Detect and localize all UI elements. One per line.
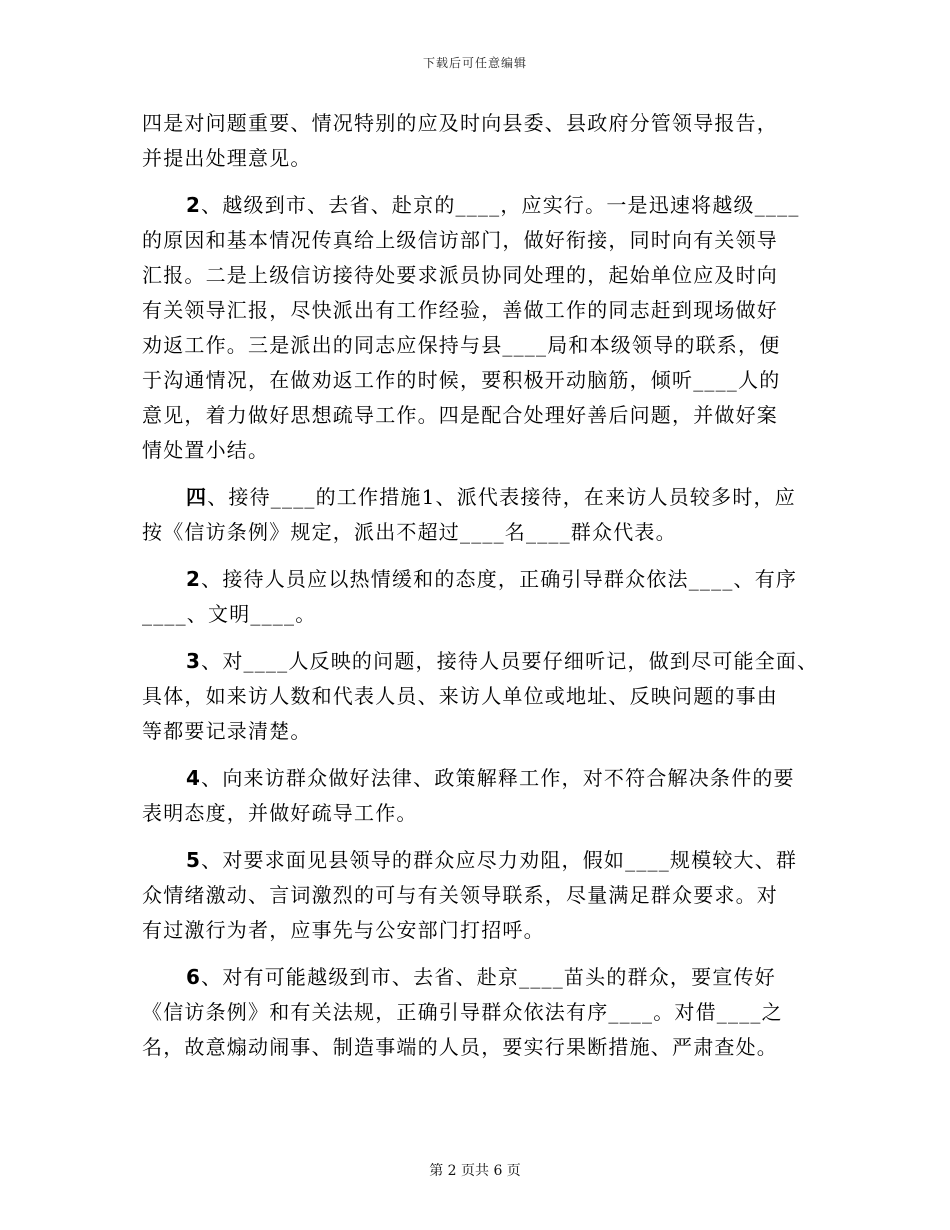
page-header: 下载后可任意编辑: [422, 56, 527, 70]
paragraph: [142, 188, 832, 468]
section-number: 四: [186, 485, 208, 509]
text-line: 2、越级到市、去省、赴京的____，应实行。一是迅速将越级____: [186, 193, 800, 217]
item-number: 5: [186, 848, 202, 872]
text-line: 3、对____人反映的问题，接待人员要仔细听记，做到尽可能全面、: [186, 649, 819, 673]
text-line: 于沟通情况，在做劝返工作的时候，要积极开动脑筋，倾听____人的: [142, 368, 781, 392]
text-line: 《信访条例》和有关法规，正确引导群众依法有序____。对借____之: [142, 1000, 783, 1024]
text-line: 汇报。二是上级信访接待处要求派员协同处理的，起始单位应及时向: [142, 263, 778, 287]
text-line: 四、接待____的工作措施1、派代表接待，在来访人员较多时，应: [186, 485, 796, 509]
page-footer: 第 2 页共 6 页: [429, 1163, 521, 1179]
paragraph: [142, 106, 832, 176]
text-line: 并提出处理意见。: [142, 146, 312, 170]
text-line: 众情绪激动、言词激烈的可与有关领导联系，尽量满足群众要求。对: [142, 883, 778, 907]
text-line: 2、接待人员应以热情缓和的态度，正确引导群众依法____、有序: [186, 567, 798, 591]
text-line: 有过激行为者，应事先与公安部门打招呼。: [142, 918, 545, 942]
text-line: 5、对要求面见县领导的群众应尽力劝阻，假如____规模较大、群: [186, 848, 798, 872]
item-number: 2: [186, 567, 202, 591]
text-line: 意见，着力做好思想疏导工作。四是配合处理好善后问题，并做好案: [142, 403, 778, 427]
text-line: 的原因和基本情况传真给上级信访部门，做好衔接，同时向有关领导: [142, 228, 778, 252]
paragraph: [142, 761, 832, 831]
text-line: 表明态度，并做好疏导工作。: [142, 801, 418, 825]
text-line: 情处置小结。: [142, 438, 270, 462]
text-line: 劝返工作。三是派出的同志应保持与县____局和本级领导的联系，便: [142, 333, 781, 357]
text-line: 四是对问题重要、情况特别的应及时向县委、县政府分管领导报告，: [142, 111, 778, 135]
text-line: 6、对有可能越级到市、去省、赴京____苗头的群众，要宣传好: [186, 965, 776, 989]
text-line: 4、向来访群众做好法律、政策解释工作，对不符合解决条件的要: [186, 766, 795, 790]
item-number: 4: [186, 766, 202, 790]
text-line: 按《信访条例》规定，派出不超过____名____群众代表。: [142, 520, 677, 544]
paragraph: [142, 960, 832, 1065]
text-line: 具体，如来访人数和代表人员、来访人单位或地址、反映问题的事由: [142, 684, 778, 708]
text-line: 等都要记录清楚。: [142, 719, 312, 743]
paragraph: [142, 480, 832, 550]
text-line: 有关领导汇报，尽快派出有工作经验，善做工作的同志赶到现场做好: [142, 298, 778, 322]
paragraph: [142, 843, 832, 948]
paragraph: [142, 644, 832, 749]
paragraph: [142, 562, 832, 632]
item-number: 3: [186, 649, 202, 673]
text-line: 名，故意煽动闹事、制造事端的人员，要实行果断措施、严肃查处。: [142, 1035, 778, 1059]
item-number: 2: [186, 193, 202, 217]
document-body: [142, 106, 832, 1065]
item-number: 6: [186, 965, 202, 989]
text-line: ____、文明____。: [142, 602, 317, 626]
